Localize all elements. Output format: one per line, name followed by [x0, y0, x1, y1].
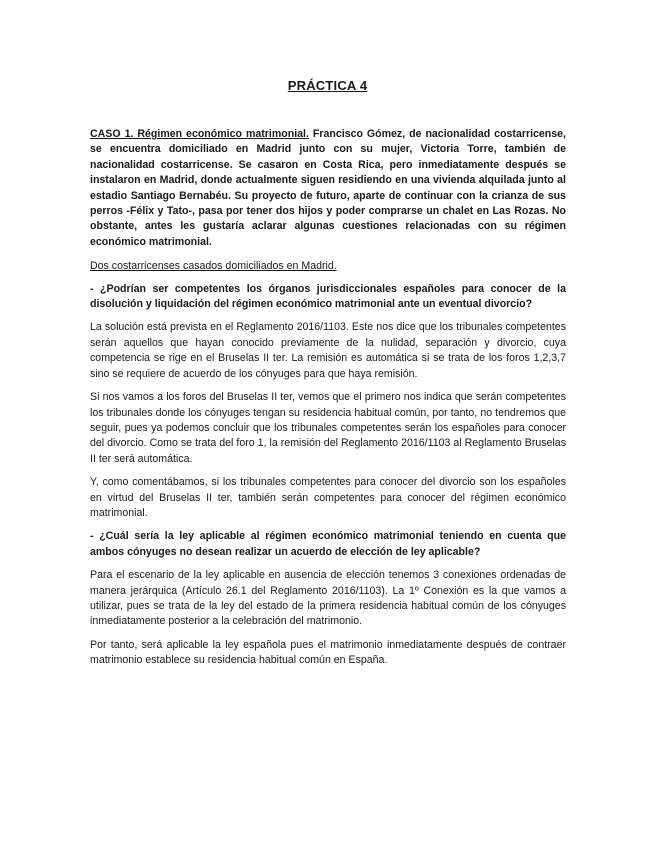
answer-2-paragraph-2: Por tanto, será aplicable la ley española pues el matrimonio inmediatamente después de contraer matrimonio establece su residencia habitual común en España.	[90, 638, 566, 667]
question-1: - ¿Podrían ser competentes los órganos jurisdiccionales españoles para conocer de la disolución y liquidación del régimen económico matrimonial ante un eventual divorcio?	[90, 282, 566, 311]
question-2: - ¿Cuál sería la ley aplicable al régimen económico matrimonial teniendo en cuenta que ambos cónyuges no desean realizar un acuerdo de elección de ley aplicable?	[90, 530, 566, 558]
answer-2-paragraph-1: Para el escenario de la ley aplicable en ausencia de elección tenemos 3 conexiones ordenadas de manera jerárquica (Artículo 26.1 del Reglamento 2016/1103). La 1º Conexión es la que vamos a utilizar, pues se trata de la ley del estado de la primera residencia habitual común de los cónyuges inmediatamente posterior a la celebración del matrimonio.	[90, 569, 566, 628]
document-body	[90, 127, 566, 677]
section-subheading: Dos costarricenses casados domiciliados en Madrid.	[90, 260, 337, 273]
case-text: Francisco Gómez, de nacionalidad costarricense, se encuentra domiciliado en Madrid junto con su mujer, Victoria Torre, también de nacionalidad costarricense. Se casaron en Costa Rica, pero inmediatamente después se instalaron en Madrid, donde actualmente siguen residiendo en una vivienda alquilada junto al estadio Santiago Bernabéu. Su proyecto de futuro, aparte de continuar con la crianza de sus perros -Félix y Tato-, pasa por tener dos hijos y poder comprarse un chalet en Las Rozas. No obstante, antes les gustaría aclarar algunas cuestiones relacionadas con su régimen económico matrimonial.	[90, 128, 566, 248]
answer-1-paragraph-3: Y, como comentábamos, si los tribunales competentes para conocer del divorcio son los españoles en virtud del Bruselas II ter, también serán competentes para conocer del régimen económico matrimonial.	[90, 476, 566, 519]
page-title: PRÁCTICA 4	[287, 78, 368, 93]
answer-1-paragraph-2: Si nos vamos a los foros del Bruselas II ter, vemos que el primero nos indica que serán competentes los tribunales donde los cónyuges tengan su residencia habitual común, por tanto, no tendremos que seguir, pues ya podemos concluir que los tribunales competentes serán los españoles para conocer del divorcio. Como se trata del foro 1, la remisión del Reglamento 2016/1103 al Reglamento Bruselas II ter será automática.	[90, 391, 566, 465]
case-paragraph	[90, 127, 566, 250]
answer-1-paragraph-1: La solución está prevista en el Reglamento 2016/1103. Este nos dice que los tribunales competentes serán aquellos que hayan conocido previamente de la nulidad, separación y divorcio, cuya competencia se rige en el Bruselas II ter. La remisión es automática si se trata de los foros 1,2,3,7 sino se requiere de acuerdo de los cónyuges para que haya remisión.	[90, 321, 566, 380]
case-heading: CASO 1. Régimen económico matrimonial.	[90, 128, 309, 140]
